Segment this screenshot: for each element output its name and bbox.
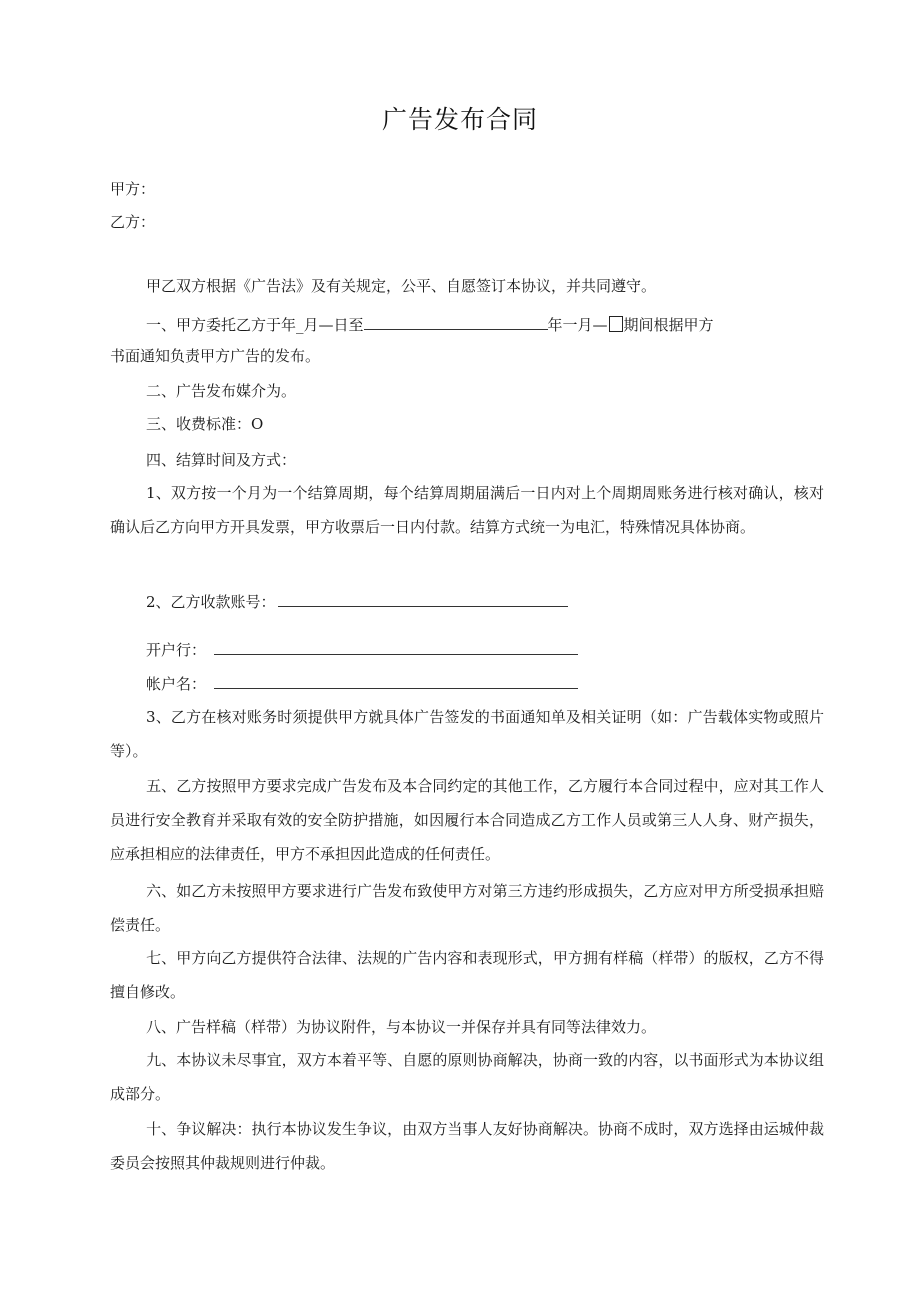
clause-8 [110, 1010, 824, 1044]
clause-5 [110, 769, 824, 871]
account-name-label: 帐户名： [146, 675, 207, 693]
clause-1-part3: 期间根据甲方 [623, 316, 714, 334]
clause-10 [110, 1112, 824, 1180]
clause-1-part1: 一、甲方委托乙方于年_月—日至 [146, 316, 364, 334]
clause-1-line2: 书面通知负责甲方广告的发布。 [110, 347, 321, 365]
clause-6 [110, 874, 824, 942]
account-name-blank [214, 672, 578, 689]
clause-4-3-text: 3、乙方在核对账务时须提供甲方就具体广告签发的书面通知单及相关证明（如：广告载体实物或照片等）。 [110, 708, 824, 760]
clause-10-text: 十、争议解决：执行本协议发生争议，由双方当事人友好协商解决。协商不成时，双方选择由运城仲裁委员会按照其仲裁规则进行仲裁。 [110, 1120, 824, 1172]
clause-1-part2: 年一月— [547, 316, 608, 334]
clause-1 [146, 313, 714, 335]
clause-5-text: 五、乙方按照甲方要求完成广告发布及本合同约定的其他工作，乙方履行本合同过程中，应对其工作人员进行安全教育并采取有效的安全防护措施，如因履行本合同造成乙方工作人员或第三人人身、财产损失，应承担相应的法律责任，甲方不承担因此造成的任何责任。 [110, 777, 824, 863]
clause-7-text: 七、甲方向乙方提供符合法律、法规的广告内容和表现形式，甲方拥有样稿（样带）的版权，乙方不得擅自修改。 [110, 949, 824, 1001]
clause-6-text: 六、如乙方未按照甲方要求进行广告发布致使甲方对第三方违约形成损失，乙方应对甲方所受损承担赔偿责任。 [110, 882, 824, 934]
account-name-row [146, 672, 578, 694]
bank-row [146, 638, 578, 660]
clause-3: 三、收费标准：O [146, 415, 264, 433]
clause-7 [110, 941, 824, 1009]
party-a-label: 甲方： [110, 180, 156, 198]
clause-8-text: 八、广告样稿（样带）为协议附件，与本协议一并保存并具有同等法律效力。 [146, 1018, 657, 1036]
account-number-label: 2、乙方收款账号： [146, 593, 276, 611]
clause-2: 二、广告发布媒介为。 [146, 382, 297, 400]
checkbox-icon [609, 316, 623, 332]
bank-label: 开户行： [146, 641, 207, 659]
account-number-blank [278, 590, 568, 607]
party-b-label: 乙方： [110, 213, 156, 231]
clause-9-text: 九、本协议未尽事宜，双方本着平等、自愿的原则协商解决，协商一致的内容，以书面形式为本协议组成部分。 [110, 1051, 824, 1103]
clause-4-2 [146, 590, 568, 612]
date-blank [364, 313, 548, 330]
clause-4-3 [110, 700, 824, 768]
page-title: 广告发布合同 [381, 105, 538, 134]
preamble: 甲乙双方根据《广告法》及有关规定，公平、自愿签订本协议，并共同遵守。 [146, 277, 657, 295]
bank-blank [214, 638, 578, 655]
clause-4-1 [110, 476, 824, 544]
clause-4: 四、结算时间及方式： [146, 451, 297, 469]
clause-4-1-text: 1、双方按一个月为一个结算周期，每个结算周期届满后一日内对上个周期周账务进行核对确认，核对确认后乙方向甲方开具发票，甲方收票后一日内付款。结算方式统一为电汇，特殊情况具体协商。 [110, 484, 824, 536]
clause-9 [110, 1043, 824, 1111]
